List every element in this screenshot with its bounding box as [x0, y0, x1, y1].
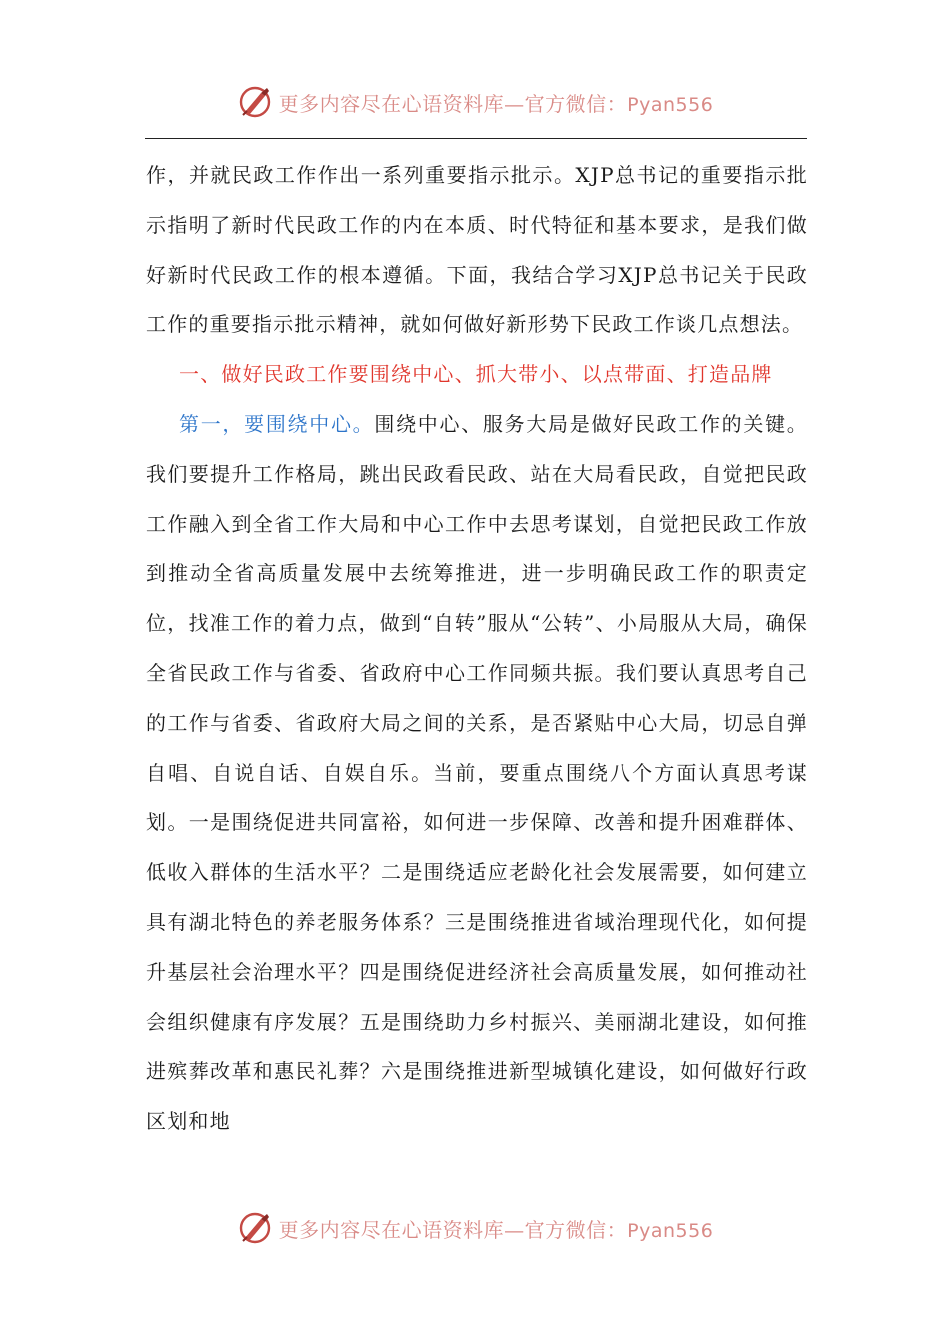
section-heading-1: 一、做好民政工作要围绕中心、抓大带小、以点带面、打造品牌	[179, 362, 773, 387]
header-wechat-id: Pyan556	[627, 93, 714, 116]
paragraph-1: 作，并就民政工作作出一系列重要指示批示。XJP总书记的重要指示批示指明了新时代民政工作的内在本质、时代特征和基本要求，是我们做好新时代民政工作的根本遵循。下面，我结合学习XJP总书记关于民政工作的重要指示批示精神，就如何做好新形势下民政工作谈几点想法。	[146, 163, 808, 337]
paragraph-2	[146, 400, 808, 1147]
footer-banner	[0, 1210, 950, 1246]
footer-wechat-id: Pyan556	[627, 1219, 714, 1242]
paragraph-2-lead: 第一，要围绕中心。	[179, 411, 375, 436]
paragraph-2-text: 围绕中心、服务大局是做好民政工作的关键。我们要提升工作格局，跳出民政看民政、站在大局看民政，自觉把民政工作融入到全省工作大局和中心工作中去思考谋划，自觉把民政工作放到推动全省高质量发展中去统筹推进，进一步明确民政工作的职责定位，找准工作的着力点，做到“自转”服从“公转”、小局服从大局，确保全省民政工作与省委、省政府中心工作同频共振。我们要认真思考自己的工作与省委、省政府大局之间的关系，是否紧贴中心大局，切忌自弹自唱、自说自话、自娱自乐。当前，要重点围绕八个方面认真思考谋划。一是围绕促进共同富裕，如何进一步保障、改善和提升困难群体、低收入群体的生活水平？二是围绕适应老龄化社会发展需要，如何建立具有湖北特色的养老服务体系？三是围绕推进省域治理现代化，如何提升基层社会治理水平？四是围绕促进经济社会高质量发展，如何推动社会组织健康有序发展？五是围绕助力乡村振兴、美丽湖北建设，如何推进殡葬改革和惠民礼葬？六是围绕推进新型城镇化建设，如何做好行政区划和地	[146, 411, 809, 1134]
document-body	[146, 151, 808, 1147]
pen-quill-logo-icon	[237, 1210, 273, 1246]
footer-banner-text: 更多内容尽在心语资料库—官方微信：Pyan556	[278, 1217, 714, 1242]
pen-quill-logo-icon	[237, 84, 273, 120]
header-banner	[0, 84, 950, 120]
header-divider	[145, 138, 807, 139]
header-banner-text: 更多内容尽在心语资料库—官方微信：Pyan556	[278, 91, 714, 116]
